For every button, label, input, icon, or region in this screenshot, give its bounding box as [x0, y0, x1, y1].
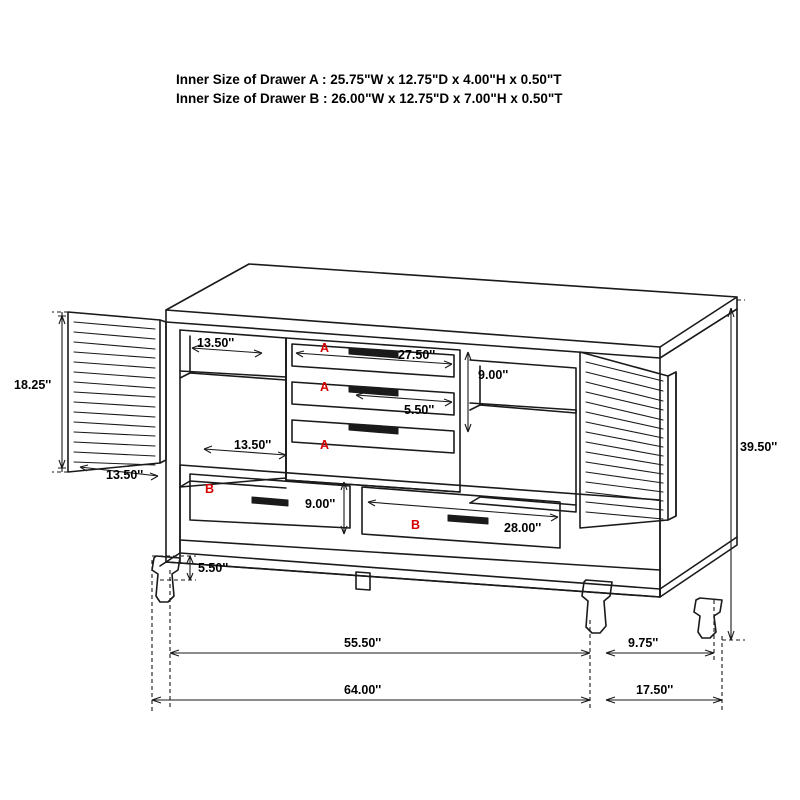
top-panel — [166, 264, 737, 358]
dim-label-left-shelf-top: 13.50'' — [197, 336, 235, 350]
drawer-label-a-1: A — [320, 341, 330, 355]
dim-overall-depth — [606, 636, 722, 712]
case-body — [166, 322, 660, 597]
dim-label-side-depth: 9.75'' — [628, 636, 659, 650]
dim-leg-height — [152, 556, 196, 580]
dim-label-overall-depth: 17.50'' — [636, 683, 674, 697]
dim-overall-height — [722, 300, 745, 640]
dim-label-overall-height: 39.50'' — [740, 440, 778, 454]
drawer-label-a-3: A — [320, 438, 330, 452]
dim-label-drawer-a-stack-height: 9.00'' — [478, 368, 509, 382]
inner-size-drawer-a: Inner Size of Drawer A : 25.75"W x 12.75"D x 4.00"H x 0.50"T — [176, 72, 562, 87]
dim-label-overall-width: 64.00'' — [344, 683, 382, 697]
dim-label-drawer-a-width: 27.50'' — [398, 348, 436, 362]
right-cabinet-interior — [470, 360, 576, 512]
dim-label-left-door-height: 18.25'' — [14, 378, 52, 392]
dim-left-door-height — [52, 312, 68, 472]
dim-label-front-width: 55.50'' — [344, 636, 382, 650]
dim-label-leg-height: 5.50'' — [198, 561, 229, 575]
drawer-label-b-2: B — [411, 518, 421, 532]
drawer-label-b-1: B — [205, 482, 215, 496]
inner-size-drawer-b: Inner Size of Drawer B : 26.00"W x 12.75"D x 7.00"H x 0.50"T — [176, 91, 563, 106]
dim-label-drawer-a-front-height: 5.50'' — [404, 403, 435, 417]
left-door-open — [68, 312, 166, 472]
right-door-open — [580, 352, 676, 528]
dim-label-drawer-b-width: 28.00'' — [504, 521, 542, 535]
dim-drawer-b-height — [341, 482, 347, 534]
dim-drawer-a-stack-height — [465, 352, 471, 432]
dim-label-left-door-depth: 13.50'' — [106, 468, 144, 482]
drawer-a-pulls — [349, 348, 398, 434]
dim-label-drawer-b-height: 9.00'' — [305, 497, 336, 511]
left-cabinet-interior — [180, 330, 286, 488]
drawer-label-a-2: A — [320, 380, 330, 394]
left-door-louvers — [74, 322, 155, 465]
dim-label-left-shelf-bottom: 13.50'' — [234, 438, 272, 452]
